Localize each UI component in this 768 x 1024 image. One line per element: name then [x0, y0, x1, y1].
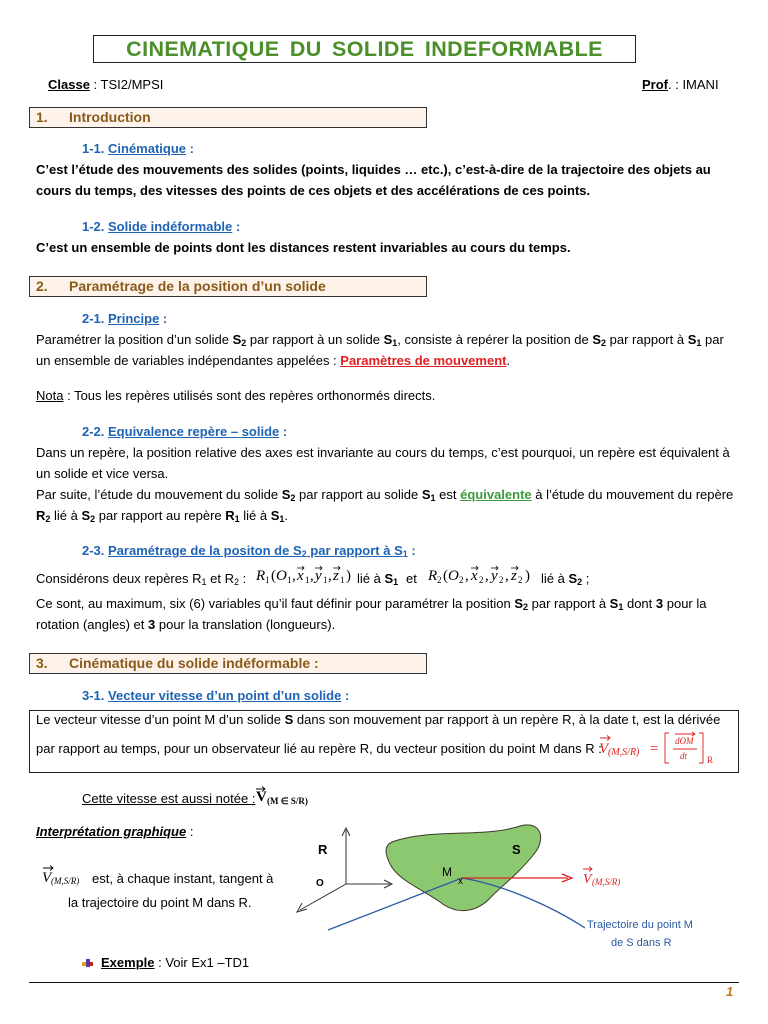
- highlight-term: équivalente: [460, 487, 532, 502]
- subsection-2-3: 2-3. Paramétrage de la positon de $S_2$ par rapport à $S_1$ :: [82, 543, 416, 559]
- section-number: 1.: [36, 109, 48, 125]
- subsection-1-1: [82, 141, 194, 156]
- section-number: 2.: [36, 278, 48, 294]
- colon: :: [186, 141, 194, 156]
- note-line: Cette vitesse est aussi notée :: [82, 791, 256, 806]
- svg-text:2: 2: [479, 575, 484, 585]
- paragraph-line: Considérons deux repères $R_1$ et $R_2$ :: [36, 571, 247, 587]
- solid-label-s: S: [512, 842, 521, 857]
- paragraph-line: Dans un repère, la position relative des axes est invariante au cours du temps, c’est pourquoi, un repère est équivalent à: [36, 445, 730, 460]
- point-marker: x: [458, 876, 463, 887]
- svg-text:dt: dt: [680, 751, 688, 761]
- svg-text:,: ,: [292, 568, 296, 584]
- example-label: Exemple: [101, 955, 155, 970]
- paragraph-line: C’est un ensemble de points dont les distances restent invariables au cours du temps.: [36, 240, 571, 255]
- lie-a-s2: lié à $S_2$ ;: [541, 571, 590, 587]
- solid-s-shape: [386, 825, 541, 911]
- paragraph-line: Ce sont, au maximum, six (6) variables qu’il faut définir pour paramétrer la position $S_2$ par rapport à $S_1$ dont 3 pour la: [36, 596, 707, 612]
- svg-text:x: x: [471, 568, 478, 584]
- tangent-line-2: la trajectoire du point M dans R.: [68, 895, 252, 910]
- section-3-heading: [29, 653, 427, 674]
- svg-text:,: ,: [465, 568, 469, 584]
- paragraph-line: C’est l’étude des mouvements des solides (points, liquides … etc.), c’est-à-dire de la trajectoire des objets au: [36, 162, 711, 177]
- svg-text:dOM: dOM: [675, 736, 694, 746]
- svg-text:2: 2: [499, 575, 504, 585]
- nota-line: Nota : Tous les repères utilisés sont des repères orthonormés directs.: [36, 388, 436, 403]
- velocity-vector-label: [583, 872, 620, 887]
- svg-text:1: 1: [305, 575, 310, 585]
- subsection-title: Equivalence repère – solide: [108, 424, 280, 439]
- subsection-2-1: [82, 311, 167, 326]
- svg-text:R: R: [256, 568, 266, 584]
- svg-text:(: (: [443, 568, 448, 584]
- classe-label: Classe: [48, 77, 90, 92]
- subsection-number: 2-1.: [82, 311, 109, 326]
- frame-axes: [297, 828, 392, 912]
- svg-text:V: V: [42, 870, 52, 886]
- subsection-number: 1-1.: [82, 141, 109, 156]
- et-label: et: [406, 571, 417, 586]
- origin-label-o: O: [316, 878, 324, 889]
- point-label-m: M: [442, 865, 452, 879]
- frame-r2-formula: [426, 563, 536, 589]
- svg-text:): ): [346, 568, 351, 584]
- svg-text:z: z: [333, 568, 339, 584]
- bullet-icon: [82, 956, 93, 966]
- section-number: 3.: [36, 655, 48, 671]
- prof-label: Prof: [642, 77, 668, 92]
- paragraph-line: Paramétrer la position d’un solide $S_2$ par rapport à un solide $S_1$, consiste à repérer la position de $S_2$ par rapport à $S_1$ par: [36, 332, 724, 348]
- svg-text:2: 2: [437, 575, 442, 585]
- svg-text:R: R: [428, 568, 438, 584]
- tangent-line-1: est, à chaque instant, tangent à: [92, 871, 274, 886]
- subsection-2-2: [82, 424, 287, 439]
- nota-label: Nota: [36, 388, 64, 403]
- graphic-interpretation-diagram: [280, 820, 720, 970]
- colon: :: [232, 219, 241, 234]
- classe-value: : TSI2/MPSI: [89, 77, 164, 92]
- svg-text:O: O: [448, 568, 459, 584]
- colon: :: [341, 688, 350, 703]
- svg-text:2: 2: [518, 575, 523, 585]
- section-title: Cinématique du solide indéformable :: [69, 655, 319, 671]
- svg-text:(M,S/R): (M,S/R): [592, 877, 621, 887]
- section-2-heading: [29, 276, 427, 297]
- velocity-derivative-formula: [597, 729, 717, 769]
- page-title: CINEMATIQUE DU SOLIDE INDEFORMABLE: [93, 35, 636, 63]
- svg-text:,: ,: [328, 568, 332, 584]
- subsection-1-2: [82, 219, 240, 234]
- subsection-title: Vecteur vitesse d’un point d’un solide: [108, 688, 342, 703]
- subsection-number: 3-1.: [82, 688, 109, 703]
- svg-text:(M ∈ S/R): (M ∈ S/R): [267, 796, 308, 806]
- svg-text:y: y: [491, 568, 498, 584]
- svg-text:y: y: [315, 568, 322, 584]
- subsection-title: Cinématique: [108, 141, 187, 156]
- velocity-symbol: [40, 862, 92, 890]
- svg-text:z: z: [511, 568, 517, 584]
- svg-text:2: 2: [459, 575, 464, 585]
- subsection-number: 2-3.: [82, 543, 109, 558]
- svg-text:R: R: [707, 755, 714, 765]
- svg-text:1: 1: [340, 575, 345, 585]
- subsection-number: 2-2.: [82, 424, 109, 439]
- paragraph-line: un ensemble de variables indépendantes appelées : Paramètres de mouvement.: [36, 353, 511, 368]
- section-title: Paramétrage de la position d’un solide: [69, 278, 326, 294]
- svg-text:V: V: [583, 872, 592, 887]
- colon: :: [159, 311, 168, 326]
- svg-text:1: 1: [287, 575, 292, 585]
- subsection-number: 1-2.: [82, 219, 109, 234]
- definition-line: Le vecteur vitesse d’un point M d’un solide S dans son mouvement par rapport à un repère R, à la date t, est la dérivée: [36, 712, 721, 727]
- subsection-3-1: [82, 688, 349, 703]
- paragraph-line: Par suite, l’étude du mouvement du solide $S_2$ par rapport au solide $S_1$ est équivalente à l’étude du mouvement du repère: [36, 487, 734, 503]
- prof-value: . : IMANI: [668, 77, 719, 92]
- colon: :: [279, 424, 288, 439]
- frame-label-r: R: [318, 842, 328, 857]
- svg-text:=: =: [650, 741, 659, 757]
- svg-text:O: O: [276, 568, 287, 584]
- paragraph-line: rotation (angles) et 3 pour la translation (longueurs).: [36, 617, 336, 632]
- frame-r1-formula: [254, 563, 358, 589]
- svg-text:V: V: [599, 741, 609, 757]
- paragraph-line: un solide et vice versa.: [36, 466, 169, 481]
- example-line: [82, 955, 249, 970]
- svg-text:,: ,: [485, 568, 489, 584]
- footer-divider: [29, 982, 739, 983]
- colon: :: [407, 543, 416, 558]
- paragraph-line: cours du temps, des vitesses des points de ces objets et des accélérations de ces points.: [36, 183, 591, 198]
- subsection-title: Paramétrage de la positon de S: [108, 543, 302, 558]
- paragraph-line: $R_2$ lié à $S_2$ par rapport au repère $R_1$ lié à $S_1$.: [36, 508, 289, 524]
- svg-text:,: ,: [310, 568, 314, 584]
- svg-text:1: 1: [265, 575, 270, 585]
- trajectory-label-2: de S dans R: [611, 937, 672, 949]
- highlight-term: Paramètres de mouvement: [340, 353, 507, 368]
- prof-line: [642, 77, 719, 92]
- section-1-heading: [29, 107, 427, 128]
- definition-line: par rapport au temps, pour un observateur lié au repère R, du vecteur position du point M dans R :: [36, 741, 602, 756]
- subsection-title: Solide indéformable: [108, 219, 233, 234]
- section-title: Introduction: [69, 109, 151, 125]
- svg-text:(M,S/R): (M,S/R): [608, 747, 640, 758]
- svg-text:V: V: [256, 789, 267, 805]
- class-line: [48, 77, 163, 92]
- svg-text:,: ,: [505, 568, 509, 584]
- example-text: : Voir Ex1 –TD1: [154, 955, 250, 970]
- interpretation-heading: Interprétation graphique :: [36, 824, 194, 839]
- svg-text:): ): [525, 568, 530, 584]
- alt-velocity-notation: [250, 784, 330, 810]
- svg-text:1: 1: [323, 575, 328, 585]
- svg-text:(: (: [271, 568, 276, 584]
- svg-text:(M,S/R): (M,S/R): [51, 876, 80, 886]
- subsection-title: Principe: [108, 311, 160, 326]
- trajectory-label-1: Trajectoire du point M: [587, 919, 693, 931]
- page-number: 1: [726, 984, 734, 999]
- lie-a-s1: lié à $S_1$: [357, 571, 399, 587]
- svg-text:x: x: [297, 568, 304, 584]
